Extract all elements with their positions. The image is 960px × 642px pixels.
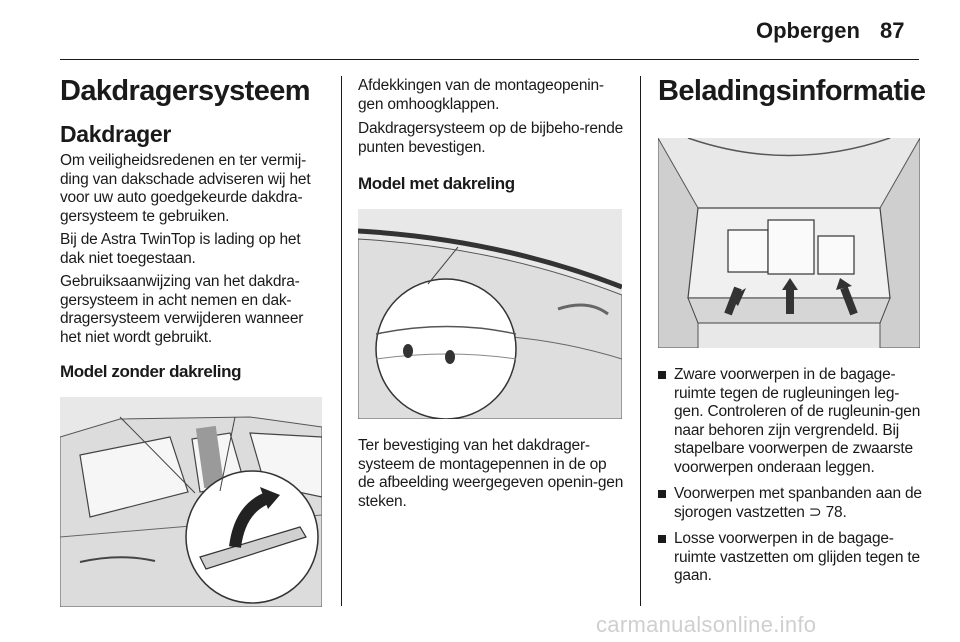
bullet-marker [658, 535, 666, 543]
model-heading: Model zonder dakreling [60, 362, 242, 381]
subsection-heading: Dakdrager [60, 121, 172, 147]
column-1 [60, 60, 328, 607]
paragraph: Afdekkingen van de montageopenin-gen omhoogklappen. [358, 77, 604, 113]
list-item-text: Losse voorwerpen in de bagage-ruimte vastzetten om glijden tegen te gaan. [674, 530, 920, 584]
column-divider-2 [640, 76, 641, 606]
header-title: Opbergen [756, 18, 860, 43]
column-3 [658, 60, 926, 594]
list-item-text: Zware voorwerpen in de bagage-ruimte tegen de rugleuningen leg-gen. Controleren of de rugleunin-gen naar behoren zijn vergrendeld. Bij stapelbare voorwerpen de zwaarste voorwerpen onderaan leggen. [674, 366, 921, 476]
model-heading: Model met dakreling [358, 174, 515, 193]
list-item [658, 485, 922, 522]
bullet-marker [658, 371, 666, 379]
roof-rack-mount-illustration [60, 397, 322, 607]
paragraph: Gebruiksaanwijzing van het dakdra-gersysteem in acht nemen en dak-dragersysteem verwijderen wanneer het niet wordt gebruikt. [60, 273, 304, 346]
column-2 [358, 60, 626, 511]
paragraph: Dakdragersysteem op de bijbeho-rende punten bevestigen. [358, 120, 624, 156]
column-divider-1 [341, 76, 342, 606]
paragraph: Bij de Astra TwinTop is lading op het dak niet toegestaan. [60, 231, 301, 267]
bullet-marker [658, 490, 666, 498]
list-item [658, 530, 922, 586]
list-item [658, 366, 922, 477]
section-heading: Beladingsinformatie [658, 75, 926, 107]
paragraph: Om veiligheidsredenen en ter vermij-ding van dakschade adviseren wij het voor uw auto goedgekeurde dakdra-gersysteem te gebruiken. [60, 152, 311, 225]
section-heading: Dakdragersysteem [60, 75, 310, 107]
paragraph: Ter bevestiging van het dakdrager-systeem de montagepennen in de op de afbeelding weergegeven openin-gen steken. [358, 437, 624, 510]
page-number: 87 [880, 18, 905, 43]
loading-tips-list [658, 366, 922, 586]
cargo-loading-illustration [658, 138, 920, 348]
watermark: carmanualsonline.info [596, 612, 817, 637]
list-item-text: Voorwerpen met spanbanden aan de sjorogen vastzetten ⊃ 78. [674, 485, 922, 521]
roof-rail-mount-illustration [358, 209, 622, 419]
